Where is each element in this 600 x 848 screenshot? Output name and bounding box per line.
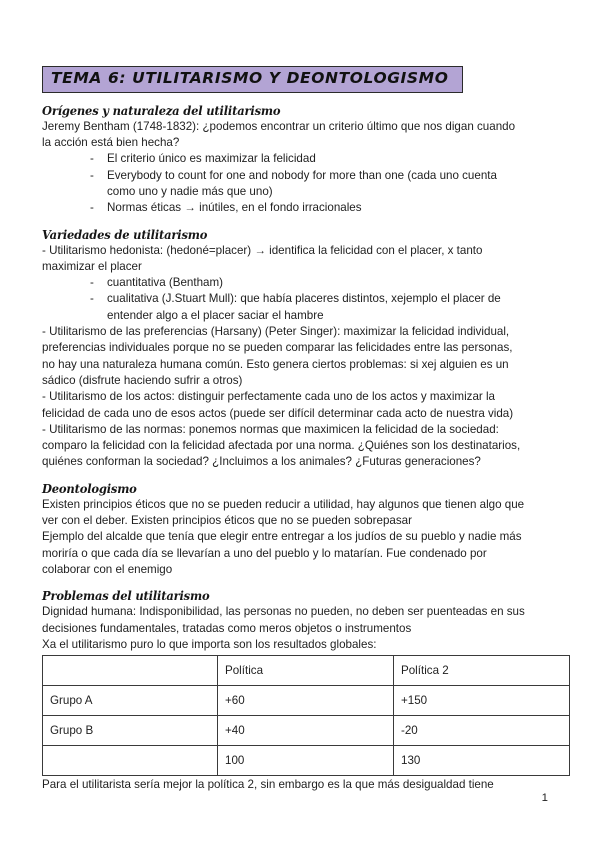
table-cell-value: +60 bbox=[218, 686, 394, 716]
paragraph-normas: - Utilitarismo de las normas: ponemos normas que maximicen la felicidad de la sociedad: comparo la felicidad con la felicidad afectada por una norma. ¿Quiénes son los destinatarios, quiénes conforman la sociedad? ¿Incluimos a los animales? ¿Futuras generaciones? bbox=[42, 422, 521, 469]
bullet-list-origenes bbox=[42, 151, 526, 216]
table-header-cell-politica-1: Política bbox=[218, 656, 394, 686]
table-cell-total-label bbox=[43, 746, 218, 776]
table-cell-total: 100 bbox=[218, 746, 394, 776]
table-cell-value: +150 bbox=[394, 686, 570, 716]
section-heading-variedades: Variedades de utilitarismo bbox=[42, 226, 208, 242]
table-cell-total: 130 bbox=[394, 746, 570, 776]
paragraph-conclusion: Para el utilitarista sería mejor la política 2, sin embargo es la que más desigualdad tiene bbox=[42, 778, 494, 792]
table-row bbox=[43, 716, 570, 746]
results-table bbox=[42, 655, 570, 776]
bullet-list-variedades bbox=[42, 275, 526, 324]
document-title-banner bbox=[42, 66, 463, 93]
table-cell-group-label: Grupo A bbox=[43, 686, 218, 716]
document-content bbox=[42, 66, 526, 793]
list-item: - cualitativa (J.Stuart Mull): que había placeres distintos, xejemplo el placer de entender algo a el placer saciar el hambre bbox=[42, 291, 526, 324]
paragraph-hedonista: - Utilitarismo hedonista: (hedoné=placer) → identifica la felicidad con el placer, x tanto maximizar el placer bbox=[42, 243, 483, 273]
page-number: 1 bbox=[541, 792, 548, 804]
table-total-row bbox=[43, 746, 570, 776]
table-header-cell-politica-2: Política 2 bbox=[394, 656, 570, 686]
paragraph-dignidad-humana: Dignidad humana: Indisponibilidad, las personas no pueden, no deben ser puenteadas en sus decisiones fundamentales, tratadas como meros objetos o instrumentos bbox=[42, 605, 525, 635]
section-heading-origenes: Orígenes y naturaleza del utilitarismo bbox=[42, 102, 281, 118]
paragraph-principios-eticos: Existen principios éticos que no se pueden reducir a utilidad, hay algunos que tienen algo que ver con el deber. Existen principios éticos que no se pueden sobrepasar bbox=[42, 497, 525, 528]
table-row bbox=[43, 686, 570, 716]
table-header-row bbox=[43, 656, 570, 686]
table-header-cell-blank bbox=[43, 656, 218, 686]
paragraph-ejemplo-alcalde: Ejemplo del alcalde que tenía que elegir entre entregar a los judíos de su pueblo y nadie más moriría o que cada día se llevarían a uno del pueblo y lo matarían. Fue condenado por colaborar con el enemigo bbox=[42, 530, 522, 576]
section-heading-problemas: Problemas del utilitarismo bbox=[42, 588, 210, 604]
table-cell-value: -20 bbox=[394, 716, 570, 746]
section-heading-deontologismo: Deontologismo bbox=[42, 480, 137, 496]
list-item: - El criterio único es maximizar la felicidad bbox=[42, 151, 526, 167]
list-item: - Normas éticas → inútiles, en el fondo irracionales bbox=[42, 200, 526, 216]
paragraph-bentham-intro: Jeremy Bentham (1748-1832): ¿podemos encontrar un criterio último que nos digan cuando la acción está bien hecha? bbox=[42, 119, 516, 150]
table-cell-group-label: Grupo B bbox=[43, 716, 218, 746]
paragraph-resultados-globales: Xa el utilitarismo puro lo que importa son los resultados globales: bbox=[42, 637, 377, 651]
list-item: - cuantitativa (Bentham) bbox=[42, 275, 526, 291]
page-title: TEMA 6: UTILITARISMO Y DEONTOLOGISMO bbox=[51, 69, 449, 87]
paragraph-preferencias: - Utilitarismo de las preferencias (Harsany) (Peter Singer): maximizar la felicidad individual, preferencias individuales porque no se pueden comparar las felicidades entre las personas, no hay una naturaleza humana común. Esto genera ciertos problemas: si xej alguien es un sádico (disfrute haciendo sufrir a otros) bbox=[42, 325, 513, 387]
table-cell-value: +40 bbox=[218, 716, 394, 746]
list-item: - Everybody to count for one and nobody for more than one (cada uno cuenta como uno y nadie más que uno) bbox=[42, 168, 526, 201]
paragraph-actos: - Utilitarismo de los actos: distinguir perfectamente cada uno de los actos y maximizar la felicidad de cada uno de esos actos (puede ser difícil determinar cada acto de nuestra vida) bbox=[42, 390, 514, 420]
